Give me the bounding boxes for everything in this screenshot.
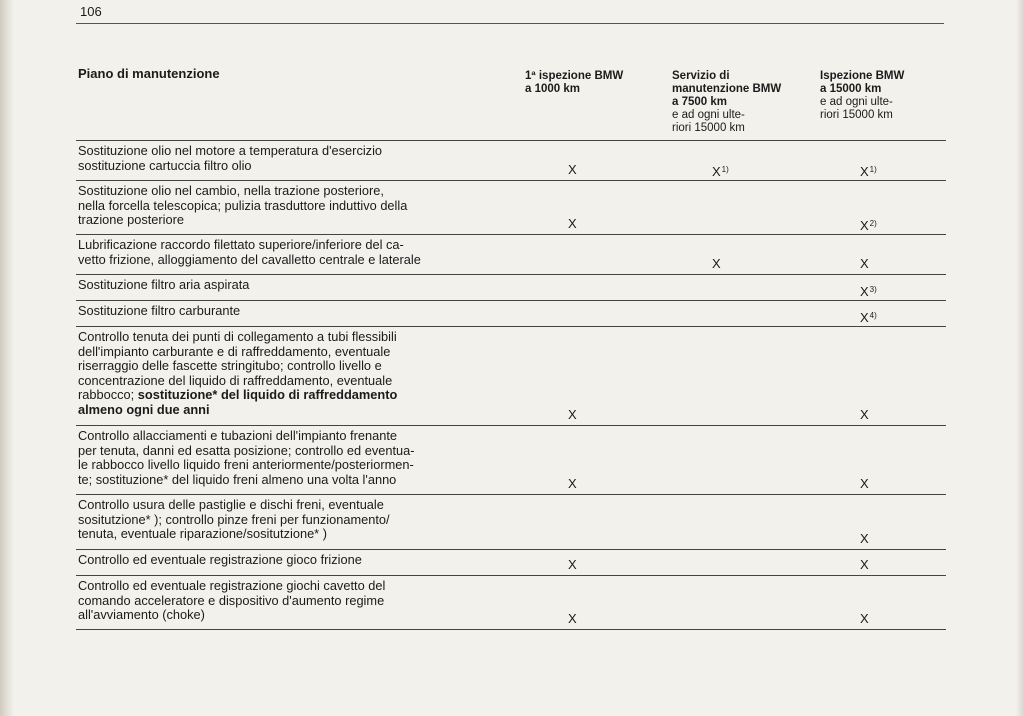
- description-text: Controllo tenuta dei punti di collegamento a tubi flessibili: [78, 329, 397, 344]
- column-header-line: a 15000 km: [820, 83, 882, 95]
- description-line: [78, 579, 518, 594]
- mark-symbol: X: [860, 611, 869, 626]
- column-header-note-line: riori 15000 km: [672, 122, 745, 134]
- service-mark: [860, 283, 877, 300]
- service-mark: [568, 477, 577, 492]
- description-text: Sostituzione filtro carburante: [78, 303, 241, 318]
- mark-symbol: X: [860, 218, 869, 233]
- description-line: [78, 458, 518, 473]
- description-line: [78, 304, 518, 319]
- service-mark: [860, 477, 869, 492]
- row-description: [78, 238, 518, 267]
- description-line: [78, 253, 518, 268]
- description-line: [78, 374, 518, 389]
- row-description: [78, 498, 518, 542]
- description-line: [78, 498, 518, 513]
- page-binding-shadow: [0, 0, 14, 716]
- table-row: [76, 425, 946, 495]
- table-row: [76, 494, 946, 550]
- description-text: Sostituzione olio nel cambio, nella trazione posteriore,: [78, 183, 384, 198]
- row-description: [78, 278, 518, 293]
- description-line: [78, 278, 518, 293]
- description-text: trazione posteriore: [78, 212, 184, 228]
- mark-symbol: X: [860, 164, 869, 179]
- description-text: Controllo ed eventuale registrazione gioco frizione: [78, 552, 362, 567]
- mark-symbol: X: [860, 557, 869, 572]
- row-description: [78, 144, 518, 173]
- table-row: [76, 549, 946, 576]
- table-row: [76, 300, 946, 327]
- row-description: [78, 330, 518, 418]
- table-row: [76, 180, 946, 235]
- column-header-inspection: [820, 70, 904, 122]
- footnote-ref: 1): [869, 165, 877, 174]
- service-mark: [568, 163, 577, 178]
- row-description: [78, 553, 518, 568]
- service-mark: [860, 217, 877, 234]
- mark-symbol: X: [860, 284, 869, 299]
- column-header-line: a 1000 km: [525, 83, 580, 95]
- row-description: [78, 579, 518, 623]
- description-line: [78, 429, 518, 444]
- description-text: Controllo allacciamenti e tubazioni dell'impianto frenante: [78, 428, 397, 443]
- mark-symbol: X: [712, 256, 721, 271]
- row-description: [78, 184, 518, 228]
- description-text: Controllo ed eventuale registrazione giochi cavetto del: [78, 578, 386, 593]
- description-text: Sostituzione filtro aria aspirata: [78, 277, 250, 292]
- column-header-note-line: e ad ogni ulte-: [672, 109, 745, 121]
- page-title: Piano di manutenzione: [78, 66, 220, 81]
- description-text: te; sostituzione* del liquido freni almeno una volta l'anno: [78, 471, 397, 487]
- footnote-ref: 3): [869, 285, 877, 294]
- description-text: le rabbocco livello liquido freni anteriormente/posteriormen-: [78, 457, 414, 473]
- row-description: [78, 429, 518, 487]
- column-header-line: Ispezione BMW: [820, 70, 905, 82]
- service-mark: [568, 217, 577, 232]
- description-line: [78, 184, 518, 199]
- description-text: all'avviamento (choke): [78, 607, 205, 623]
- description-line: [78, 527, 518, 542]
- column-header-maintenance-service: [672, 70, 781, 135]
- description-text: Sostituzione olio nel motore a temperatura d'esercizio: [78, 143, 383, 158]
- description-line: [78, 513, 518, 528]
- description-line: [78, 473, 518, 488]
- page-number: 106: [80, 4, 102, 19]
- mark-symbol: X: [860, 310, 869, 325]
- description-text: vetto frizione, alloggiamento del cavalletto centrale e laterale: [78, 251, 421, 267]
- column-header-note-line: e ad ogni ulte-: [820, 96, 893, 108]
- row-description: [78, 304, 518, 319]
- mark-symbol: X: [568, 162, 577, 177]
- description-bold-text: almeno ogni due anni: [78, 401, 210, 417]
- table-row: [76, 575, 946, 630]
- description-line: [78, 608, 518, 623]
- column-header-line: Servizio di: [672, 70, 730, 82]
- footnote-ref: 1): [721, 165, 729, 174]
- description-line: [78, 345, 518, 360]
- mark-symbol: X: [568, 407, 577, 422]
- table-row: [76, 326, 946, 426]
- service-mark: [568, 558, 577, 573]
- mark-symbol: X: [860, 407, 869, 422]
- service-mark: [860, 612, 869, 627]
- service-mark: [860, 408, 869, 423]
- service-mark: [712, 257, 721, 272]
- description-text: rabbocco;: [78, 387, 138, 403]
- mark-symbol: X: [568, 611, 577, 626]
- mark-symbol: X: [860, 256, 869, 271]
- mark-symbol: X: [568, 476, 577, 491]
- description-line: [78, 159, 518, 174]
- service-mark: [568, 612, 577, 627]
- service-mark: [860, 309, 877, 326]
- column-header-line: 1ª ispezione BMW: [525, 70, 624, 82]
- description-text: comando acceleratore e dispositivo d'aumento regime: [78, 592, 385, 608]
- description-line: [78, 388, 518, 403]
- description-line: [78, 330, 518, 345]
- service-mark: [860, 532, 869, 547]
- description-text: sositutzione* ); controllo pinze freni per funzionamento/: [78, 511, 390, 527]
- description-text: dell'impianto carburante e di raffreddamento, eventuale: [78, 343, 391, 359]
- header-rule: [76, 23, 944, 24]
- description-bold-text: sostituzione* del liquido di raffreddamento: [137, 387, 398, 403]
- description-line: [78, 144, 518, 159]
- description-text: riserraggio delle fascette stringitubo; controllo livello e: [78, 358, 382, 374]
- mark-symbol: X: [568, 557, 577, 572]
- mark-symbol: X: [860, 476, 869, 491]
- service-mark: [860, 257, 869, 272]
- description-text: nella forcella telescopica; pulizia trasduttore induttivo della: [78, 197, 408, 213]
- description-line: [78, 213, 518, 228]
- description-line: [78, 444, 518, 459]
- column-header-first-inspection: [525, 70, 623, 96]
- mark-symbol: X: [860, 531, 869, 546]
- column-header-line: a 7500 km: [672, 96, 727, 108]
- table-row: [76, 234, 946, 275]
- table-bottom-rule: [76, 629, 946, 630]
- table-row: [76, 274, 946, 301]
- page-edge-shadow: [1016, 0, 1024, 716]
- footnote-ref: 4): [869, 311, 877, 320]
- service-mark: [568, 408, 577, 423]
- description-line: [78, 199, 518, 214]
- description-text: per tenuta, danni ed esatta posizione; controllo ed eventua-: [78, 442, 415, 458]
- footnote-ref: 2): [869, 219, 877, 228]
- mark-symbol: X: [568, 216, 577, 231]
- description-line: [78, 238, 518, 253]
- description-line: [78, 359, 518, 374]
- description-line: [78, 403, 518, 418]
- service-mark: [860, 558, 869, 573]
- column-header-note-line: riori 15000 km: [820, 109, 893, 121]
- description-line: [78, 594, 518, 609]
- description-text: Lubrificazione raccordo filettato superiore/inferiore del ca-: [78, 237, 404, 252]
- description-text: Controllo usura delle pastiglie e dischi freni, eventuale: [78, 497, 384, 512]
- column-header-line: manutenzione BMW: [672, 83, 782, 95]
- description-text: tenuta, eventuale riparazione/sositutzione* ): [78, 526, 327, 542]
- service-mark: [860, 163, 877, 180]
- description-text: concentrazione del liquido di raffreddamento, eventuale: [78, 372, 393, 388]
- table-row: [76, 140, 946, 181]
- description-text: sostituzione cartuccia filtro olio: [78, 157, 252, 173]
- mark-symbol: X: [712, 164, 721, 179]
- description-line: [78, 553, 518, 568]
- service-mark: [712, 163, 729, 180]
